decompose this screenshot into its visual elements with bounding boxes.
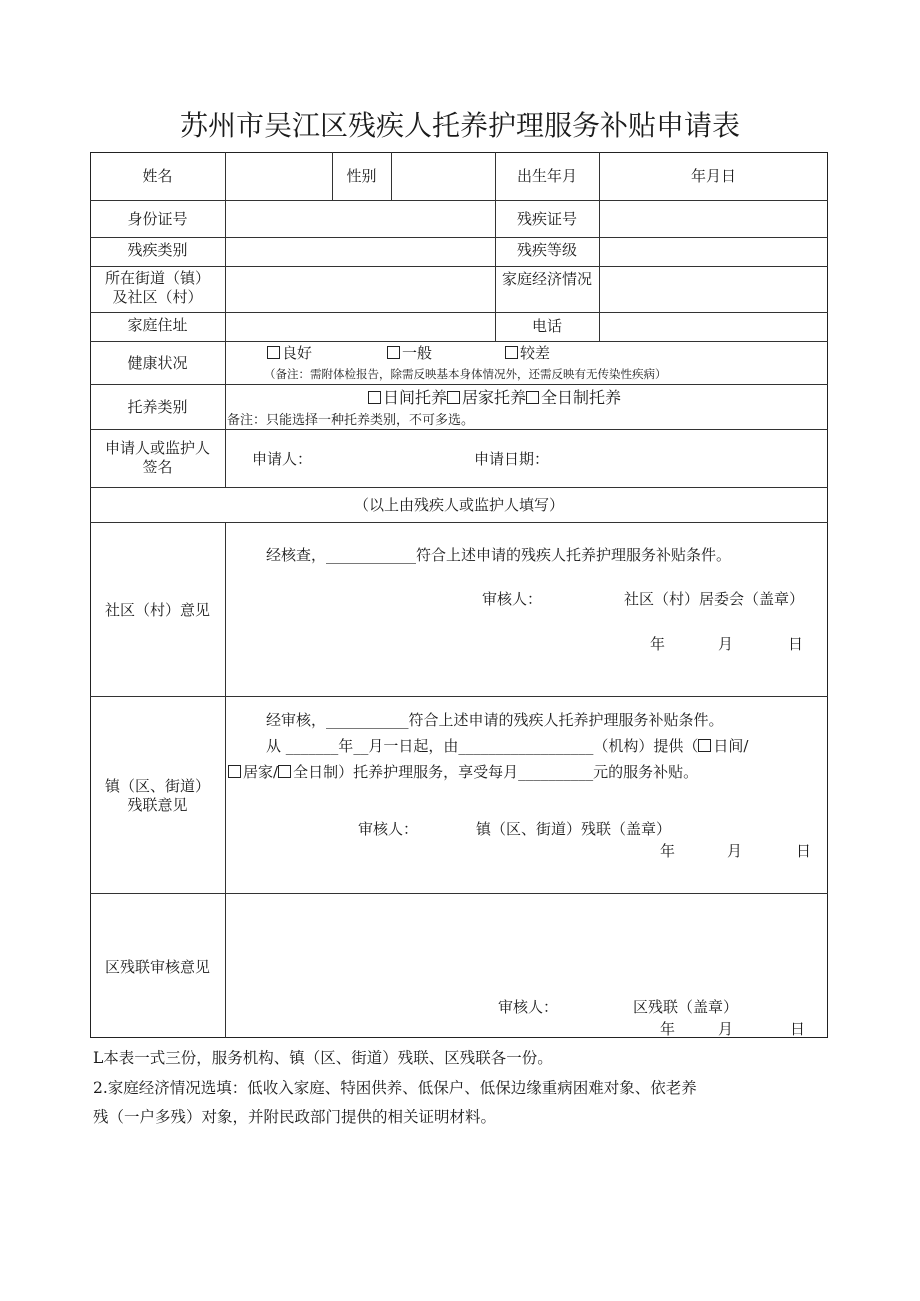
option-label: 居家托养 [462, 388, 527, 407]
label-disability-category: 残疾类别 [127, 241, 188, 259]
care-options [368, 389, 621, 407]
label-town-opinion-line1: 镇（区、街道） [104, 777, 210, 795]
id-number-field[interactable] [226, 201, 494, 237]
month-from-text: 月一日起，由 [368, 737, 459, 755]
label-birth: 出生年月 [516, 167, 577, 185]
label-phone: 电话 [531, 317, 562, 335]
checkbox-icon[interactable] [278, 765, 291, 778]
birth-date-field[interactable]: 年月日 [690, 167, 736, 185]
community-month: 月 [718, 635, 734, 653]
district-day: 日 [790, 1020, 806, 1038]
footnote-2-line1: 2.家庭经济情况选填：低收入家庭、特困供养、低保户、低保边缘重病困难对象、依老养 [93, 1079, 697, 1097]
health-option-good[interactable] [267, 344, 312, 362]
label-health: 健康状况 [127, 354, 188, 372]
label-applicant: 申请人： [252, 450, 313, 468]
row-divider [90, 696, 828, 697]
option-label: 全日制）托养护理服务，享受每月 [293, 763, 519, 781]
option-label: 日间托养 [383, 388, 448, 407]
health-option-poor[interactable] [505, 344, 550, 362]
street-community-field[interactable] [226, 267, 494, 312]
district-reviewer-label: 审核人： [498, 998, 559, 1016]
yuan-text: 元的服务补贴。 [593, 763, 699, 781]
option-label: 一般 [402, 344, 433, 362]
town-period-line [266, 737, 748, 755]
label-apply-date: 申请日期： [474, 450, 550, 468]
filled-by-note: （以上由残疾人或监护人填写） [353, 496, 564, 514]
year-word: 年 [338, 737, 354, 755]
checkbox-icon [447, 391, 460, 404]
disability-category-field[interactable] [226, 238, 494, 266]
check-text: 经审核， [266, 711, 327, 729]
checkbox-icon [387, 346, 400, 359]
care-option-home[interactable] [447, 388, 526, 407]
condition-text: 符合上述申请的残疾人托养护理服务补贴条件。 [416, 546, 732, 564]
condition-text: 符合上述申请的残疾人托养护理服务补贴条件。 [408, 711, 724, 729]
from-text: 从 [266, 737, 282, 755]
option-label: 全日制托养 [541, 388, 622, 407]
label-address: 家庭住址 [127, 316, 188, 334]
gender-field[interactable] [392, 153, 494, 200]
community-reviewer-label: 审核人： [482, 590, 543, 608]
disability-cert-field[interactable] [600, 201, 828, 237]
address-field[interactable] [226, 313, 494, 341]
label-sign-line1: 申请人或监护人 [104, 439, 210, 457]
label-street-line2: 及社区（村） [112, 288, 203, 306]
org-provide-text: （机构）提供（ [593, 737, 699, 755]
footnote-2-line2: 残（一户多残）对象，并附民政部门提供的相关证明材料。 [93, 1108, 497, 1126]
disability-grade-field[interactable] [600, 238, 828, 266]
checkbox-icon [505, 346, 518, 359]
community-year: 年 [650, 635, 666, 653]
checkbox-icon [526, 391, 539, 404]
checkbox-icon [267, 346, 280, 359]
town-day: 日 [796, 842, 812, 860]
phone-field[interactable] [600, 313, 828, 341]
check-text: 经核查， [266, 546, 327, 564]
health-option-normal[interactable] [387, 344, 432, 362]
option-label: 良好 [282, 344, 313, 362]
label-town-opinion-line2: 残联意见 [127, 796, 188, 814]
name-field[interactable] [226, 153, 331, 200]
town-check-line [266, 711, 724, 729]
footnote-1: L本表一式三份，服务机构、镇（区、街道）残联、区残联各一份。 [93, 1049, 553, 1067]
label-gender: 性别 [346, 167, 377, 185]
label-economic-status: 家庭经济情况 [501, 270, 592, 288]
row-divider [90, 893, 828, 894]
row-divider [90, 522, 828, 523]
label-care-type: 托养类别 [127, 398, 188, 416]
care-note: 备注：只能选择一种托养类别，不可多选。 [227, 413, 475, 428]
town-seal-label: 镇（区、街道）残联（盖章） [476, 820, 672, 838]
town-reviewer-label: 审核人： [358, 820, 419, 838]
town-name-blank[interactable]: ___________ [326, 711, 409, 729]
label-id-number: 身份证号 [127, 210, 188, 228]
economic-status-field[interactable] [600, 267, 828, 312]
label-disability-cert: 残疾证号 [516, 210, 577, 228]
community-check-line [266, 546, 731, 564]
checkbox-icon[interactable] [698, 739, 711, 752]
care-option-full[interactable] [526, 388, 621, 407]
checkbox-icon[interactable] [228, 765, 241, 778]
district-year: 年 [660, 1020, 676, 1038]
district-month: 月 [718, 1020, 734, 1038]
town-service-line [228, 763, 698, 781]
label-street-line1: 所在街道（镇） [104, 269, 210, 287]
option-label: 日间/ [713, 737, 749, 755]
label-community-opinion: 社区（村）意见 [104, 601, 210, 619]
district-seal-label: 区残联（盖章） [633, 998, 739, 1016]
community-seal-label: 社区（村）居委会（盖章） [624, 590, 805, 608]
row-divider [90, 487, 828, 488]
town-month: 月 [727, 842, 743, 860]
row-divider [90, 384, 828, 385]
community-name-blank[interactable]: ____________ [326, 546, 417, 564]
health-note: （备注：需附体检报告，除需反映基本身体情况外，还需反映有无传染性疾病） [264, 367, 667, 381]
checkbox-icon [368, 391, 381, 404]
column-divider [225, 522, 226, 1038]
option-label: 较差 [520, 344, 551, 362]
label-disability-grade: 残疾等级 [516, 241, 577, 259]
care-option-day[interactable] [368, 388, 447, 407]
town-year: 年 [660, 842, 676, 860]
label-district-opinion: 区残联审核意见 [104, 958, 210, 976]
year-blank[interactable]: _______ [285, 737, 339, 755]
form-title: 苏州市吴江区残疾人托养护理服务补贴申请表 [179, 109, 740, 142]
label-sign-line2: 签名 [142, 458, 173, 476]
applicant-signature-field[interactable] [315, 446, 455, 470]
option-label: 居家/ [243, 763, 279, 781]
month-blank[interactable]: __ [353, 737, 369, 755]
org-blank[interactable]: __________________ [458, 737, 594, 755]
label-name: 姓名 [142, 167, 173, 185]
row-divider [90, 341, 828, 342]
apply-date-field[interactable] [556, 446, 756, 470]
community-day: 日 [788, 635, 804, 653]
amount-blank[interactable]: __________ [518, 763, 594, 781]
